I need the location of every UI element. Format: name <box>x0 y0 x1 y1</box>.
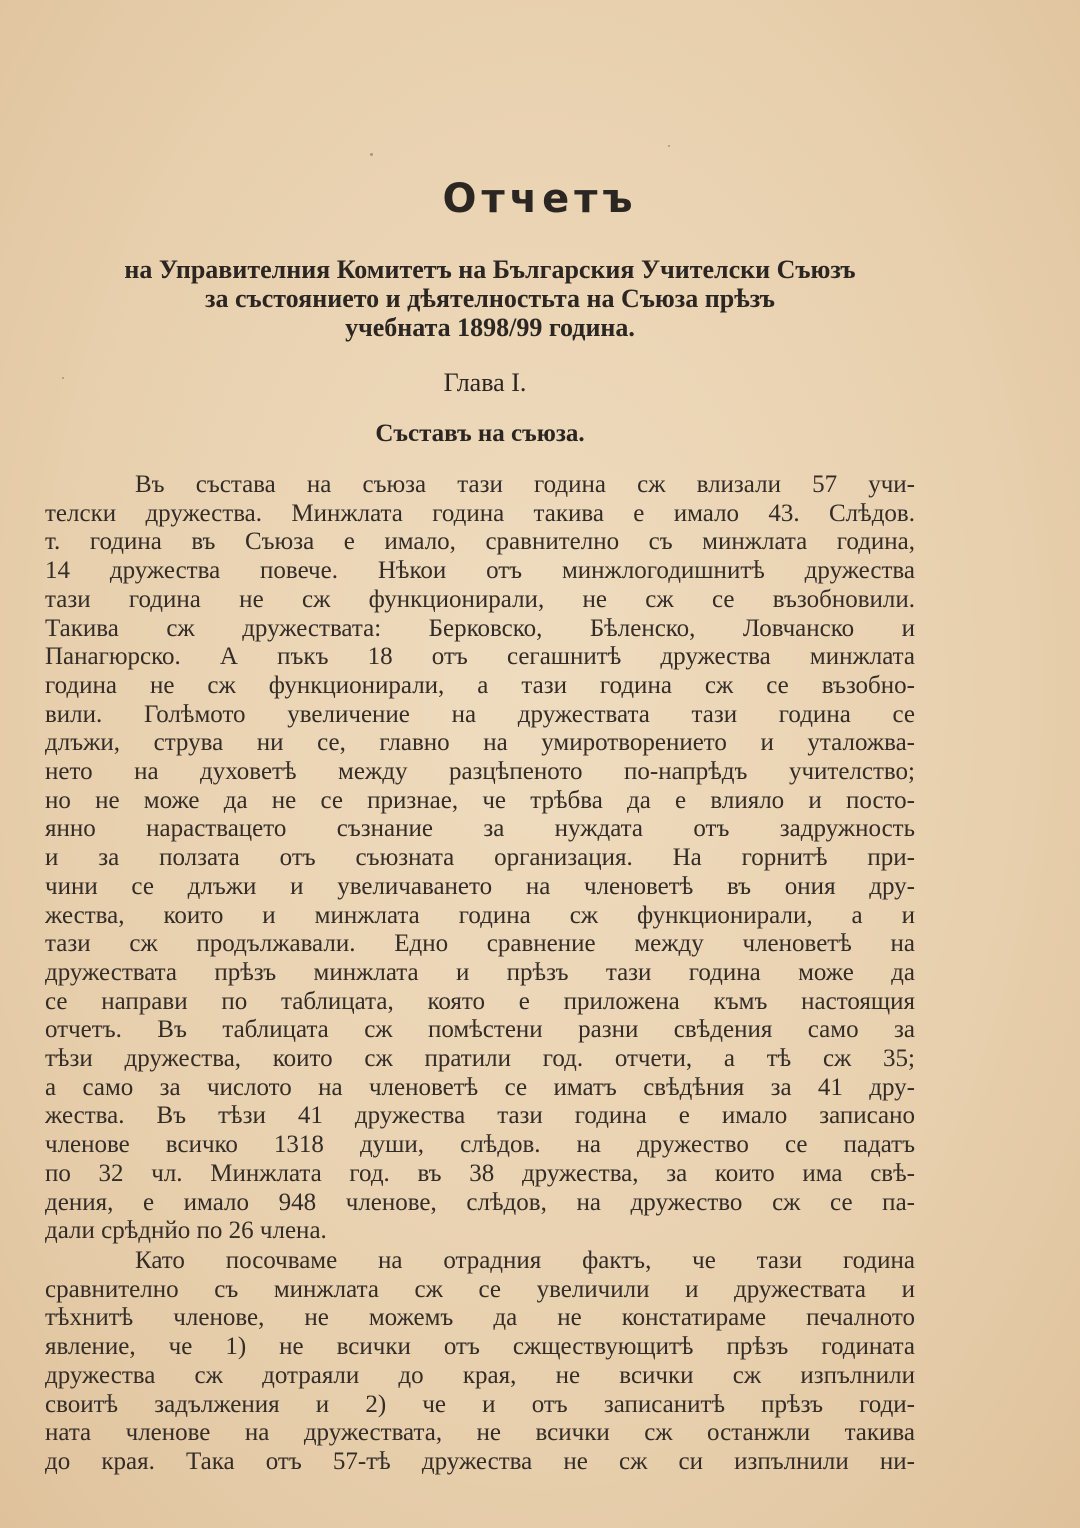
text-line: но не може да не се признае, че трѣбва да е влияло и посто- <box>45 786 915 814</box>
document-title: Отчетъ <box>442 176 638 222</box>
text-line: тѣзи дружества, които сж пратили год. отчети, а тѣ сж 35; <box>45 1045 915 1073</box>
text-line: длъжи, струва ни се, главно на умиротворението и уталожва- <box>45 729 915 757</box>
text-line: отчетъ. Въ таблицата сж помѣстени разни свѣдения само за <box>45 1016 915 1044</box>
text-line: тѣхнитѣ членове, не можемъ да не констатираме печалното <box>45 1304 915 1332</box>
text-line: по 32 чл. Минжлата год. въ 38 дружества, за които има свѣ- <box>45 1159 915 1187</box>
paragraph-1 <box>45 471 915 1246</box>
text-line: жества, които и минжлата година сж функционирали, а и <box>45 901 915 929</box>
paragraph-2 <box>45 1247 915 1477</box>
paper-speck <box>370 153 373 156</box>
text-line: тази година не сж функционирали, не сж се възобновили. <box>45 585 915 613</box>
text-line: членове всичко 1318 души, слѣдов. на дружество се падатъ <box>45 1131 915 1159</box>
text-line: Панагюрско. А пъкъ 18 отъ сегашнитѣ дружества минжлата <box>45 643 915 671</box>
text-line: явление, че 1) не всички отъ сжществующитѣ прѣзъ годината <box>45 1333 915 1361</box>
section-heading: Съставъ на съюза. <box>375 420 585 447</box>
text-line: жества. Въ тѣзи 41 дружества тази година е имало записано <box>45 1102 915 1130</box>
text-line: дружествата прѣзъ минжлата и прѣзъ тази година може да <box>45 958 915 986</box>
text-line: дружества сж дотраяли до края, не всички сж изпълнили <box>45 1361 915 1389</box>
text-line: т. година въ Съюза е имало, сравнително съ минжлата година, <box>45 528 915 556</box>
text-line: година не сж функционирали, а тази година сж се възобно- <box>45 671 915 699</box>
text-line: вили. Голѣмото увеличение на дружествата тази година се <box>45 700 915 728</box>
text-line: сравнително съ минжлата сж се увеличили и дружествата и <box>45 1275 915 1303</box>
text-line: дали срѣднйо по 26 члена. <box>45 1217 327 1245</box>
paper-speck <box>668 145 670 147</box>
text-line: и за ползата отъ съюзната организация. На горнитѣ при- <box>45 844 915 872</box>
text-line: Въ състава на съюза тази година сж влизали 57 учи- <box>135 471 915 498</box>
text-line: чини се длъжи и увеличаването на членоветѣ въ ония дру- <box>45 872 915 900</box>
text-line: дения, е имало 948 членове, слѣдов, на дружество сж се па- <box>45 1188 915 1216</box>
subtitle-line: за състоянието и дѣятелностьта на Съюза прѣзъ <box>205 284 775 313</box>
text-line: нето на духоветѣ между разцѣпеното по-напрѣдъ учителство; <box>45 758 915 786</box>
text-line: ната членове на дружествата, не всички сж останжли такива <box>45 1419 915 1447</box>
subtitle-line: учебната 1898/99 година. <box>345 313 635 342</box>
chapter-heading: Глава I. <box>443 368 527 397</box>
text-line: тази сж продължавали. Едно сравнение между членоветѣ на <box>45 930 915 958</box>
text-line: янно нараствацето съзнание за нуждата отъ задружность <box>45 815 915 843</box>
text-line: 14 дружества повече. Нѣкои отъ минжлогодишнитѣ дружества <box>45 557 915 585</box>
text-line: Такива сж дружествата: Берковско, Бѣленско, Ловчанско и <box>45 614 915 642</box>
paper-speck <box>62 377 64 379</box>
document-subtitle <box>40 255 940 342</box>
text-line: до края. Така отъ 57-тѣ дружества не сж си изпълнили ни- <box>45 1447 915 1475</box>
text-line: своитѣ задължения и 2) че и отъ записанитѣ прѣзъ годи- <box>45 1390 915 1418</box>
text-line: а само за числото на членоветѣ се иматъ свѣдѣния за 41 дру- <box>45 1073 915 1101</box>
text-line: се направи по таблицата, която е приложена къмъ настоящия <box>45 987 915 1015</box>
text-line: Като посочваме на отрадния фактъ, че тази година <box>135 1247 915 1274</box>
subtitle-line: на Управителния Комитетъ на Българския Учителски Съюзъ <box>124 255 856 284</box>
text-line: телски дружества. Минжлата година такива е имало 43. Слѣдов. <box>45 499 915 527</box>
